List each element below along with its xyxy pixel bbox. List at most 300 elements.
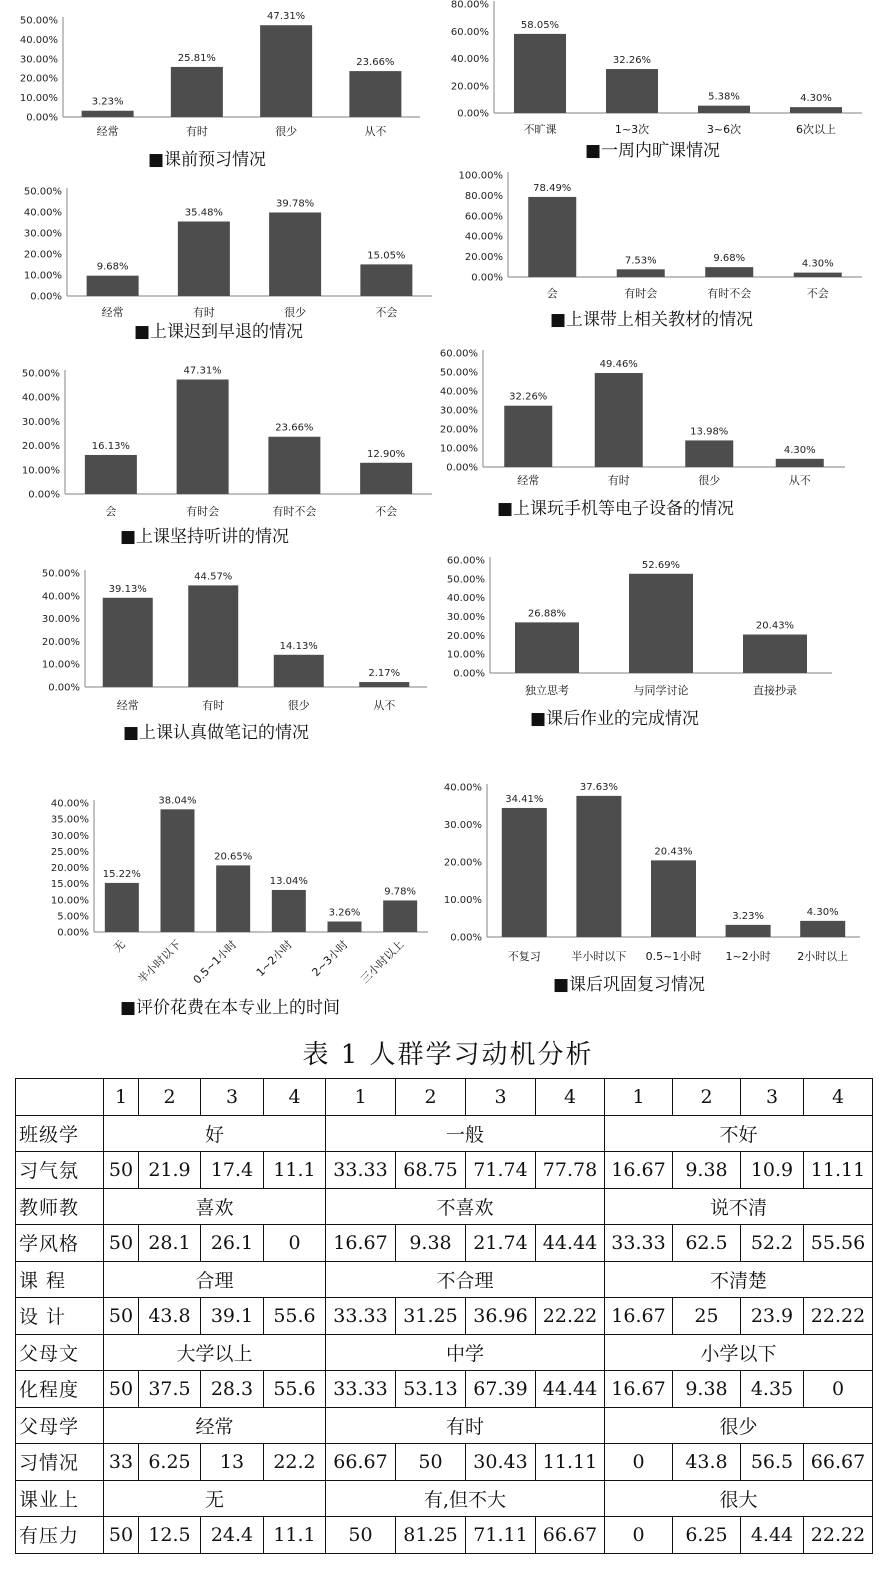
value-cell: 21.9	[139, 1152, 201, 1189]
value-cell: 26.1	[201, 1225, 264, 1262]
y-tick-label: 80.00%	[450, 0, 489, 11]
category-label: 半小时以下	[135, 937, 184, 987]
header-cell: 3	[466, 1079, 536, 1116]
bar	[685, 440, 733, 467]
bar-value-label: 26.88%	[527, 608, 567, 620]
bar-value-label: 13.04%	[269, 875, 308, 887]
bar	[82, 111, 134, 117]
y-tick-label: 40.00%	[50, 798, 89, 810]
table-option-row	[16, 1480, 873, 1517]
bar-value-label: 13.98%	[690, 426, 729, 438]
chart-title: ■一周内旷课情况	[585, 141, 721, 161]
bar-value-label: 37.63%	[579, 781, 618, 793]
value-cell: 6.25	[673, 1517, 741, 1554]
chart-title: ■评价花费在本专业上的时间	[120, 998, 341, 1018]
bar	[216, 865, 250, 932]
y-tick-label: 40.00%	[464, 231, 503, 243]
bar-value-label: 3.23%	[91, 96, 124, 108]
bar	[105, 883, 139, 932]
y-tick-label: 60.00%	[439, 348, 478, 360]
bar-value-label: 25.81%	[177, 52, 216, 64]
y-tick-label: 20.00%	[21, 441, 60, 453]
y-tick-label: 40.00%	[446, 593, 485, 605]
value-cell: 0	[605, 1517, 673, 1554]
header-cell: 3	[201, 1079, 264, 1116]
bar-value-label: 23.66%	[275, 422, 314, 434]
value-cell: 50	[104, 1298, 139, 1335]
bar-value-label: 20.43%	[654, 846, 693, 858]
category-label: 从不	[788, 474, 811, 487]
category-label: 有时	[202, 699, 225, 712]
table-option-row	[16, 1188, 873, 1225]
y-tick-label: 0.00%	[446, 462, 478, 474]
value-cell: 44.44	[536, 1371, 605, 1408]
option-cell: 喜欢	[104, 1188, 326, 1225]
y-tick-label: 0.00%	[30, 291, 62, 303]
category-label: 与同学讨论	[633, 684, 689, 697]
row-label-bottom: 化程度	[16, 1371, 104, 1408]
value-cell: 33.33	[326, 1371, 396, 1408]
y-tick-label: 50.00%	[439, 367, 478, 379]
y-tick-label: 0.00%	[26, 112, 58, 124]
bar	[360, 264, 412, 296]
category-label: 三小时以上	[358, 937, 407, 987]
bar	[360, 463, 412, 494]
y-tick-label: 60.00%	[450, 26, 489, 38]
value-cell: 4.35	[741, 1371, 804, 1408]
bar-value-label: 34.41%	[505, 793, 544, 805]
row-label-top: 课业上	[16, 1480, 104, 1517]
chart-title: ■上课玩手机等电子设备的情况	[497, 499, 735, 519]
category-label: 不旷课	[523, 123, 557, 136]
bar-value-label: 78.49%	[533, 182, 572, 194]
value-cell: 11.1	[264, 1517, 326, 1554]
y-tick-label: 10.00%	[446, 649, 485, 661]
bar	[790, 107, 842, 113]
row-label-bottom: 有压力	[16, 1517, 104, 1554]
header-cell	[16, 1079, 104, 1116]
table-value-row	[16, 1298, 873, 1335]
category-label: 很少	[698, 474, 721, 487]
value-cell: 23.9	[741, 1298, 804, 1335]
category-label: 1~2小时	[253, 937, 295, 980]
y-tick-label: 40.00%	[450, 54, 489, 65]
row-label-bottom: 设 计	[16, 1298, 104, 1335]
value-cell: 50	[104, 1371, 139, 1408]
table-value-row	[16, 1152, 873, 1189]
y-tick-label: 15.00%	[50, 879, 89, 891]
chart-title: ■课后巩固复习情况	[553, 975, 706, 995]
category-label: 半小时以下	[571, 950, 627, 963]
option-cell: 中学	[326, 1334, 605, 1371]
bar-value-label: 2.17%	[368, 668, 401, 680]
y-tick-label: 10.00%	[439, 443, 478, 455]
row-label-bottom: 习情况	[16, 1444, 104, 1481]
value-cell: 33	[104, 1444, 139, 1481]
y-tick-label: 10.00%	[19, 93, 58, 105]
table-option-row	[16, 1407, 873, 1444]
table-option-row	[16, 1334, 873, 1371]
bar	[800, 921, 845, 937]
value-cell: 21.74	[466, 1225, 536, 1262]
option-cell: 大学以上	[104, 1334, 326, 1371]
chart-title: ■课前预习情况	[148, 150, 267, 170]
y-tick-label: 10.00%	[21, 465, 60, 477]
bar	[705, 267, 753, 277]
value-cell: 56.5	[741, 1444, 804, 1481]
bar-value-label: 47.31%	[267, 11, 306, 23]
category-label: 有时	[192, 306, 215, 319]
table-title: 表 1 人群学习动机分析	[302, 1040, 594, 1070]
value-cell: 68.75	[396, 1152, 466, 1189]
y-tick-label: 20.00%	[450, 81, 489, 93]
y-tick-label: 50.00%	[41, 568, 80, 580]
value-cell: 66.67	[326, 1444, 396, 1481]
category-label: 1~3次	[614, 123, 650, 136]
value-cell: 50	[104, 1517, 139, 1554]
y-tick-label: 0.00%	[453, 668, 485, 680]
header-cell: 4	[804, 1079, 873, 1116]
value-cell: 55.56	[804, 1225, 873, 1262]
category-label: 经常	[116, 699, 139, 712]
bar-value-label: 58.05%	[520, 19, 560, 31]
bar-value-label: 44.57%	[194, 571, 233, 583]
bar-value-label: 32.26%	[509, 391, 548, 403]
y-tick-label: 30.00%	[19, 54, 58, 66]
y-tick-label: 10.00%	[443, 895, 482, 906]
table-value-row	[16, 1517, 873, 1554]
category-label: 从不	[364, 125, 387, 138]
option-cell: 有时	[326, 1407, 605, 1444]
value-cell: 10.9	[741, 1152, 804, 1189]
bar	[629, 574, 693, 673]
chart-title: ■上课迟到早退的情况	[134, 322, 304, 342]
value-cell: 16.67	[605, 1298, 673, 1335]
option-cell: 小学以下	[605, 1334, 873, 1371]
option-cell: 不合理	[326, 1261, 605, 1298]
bar	[272, 890, 306, 932]
value-cell: 50	[326, 1517, 396, 1554]
y-tick-label: 40.00%	[19, 34, 58, 46]
bar-value-label: 9.78%	[384, 886, 417, 898]
value-cell: 16.67	[605, 1371, 673, 1408]
bar	[171, 67, 223, 117]
category-label: 经常	[96, 125, 119, 138]
y-tick-label: 30.00%	[21, 416, 60, 428]
value-cell: 11.11	[536, 1444, 605, 1481]
category-label: 经常	[101, 306, 124, 319]
value-cell: 81.25	[396, 1517, 466, 1554]
y-tick-label: 50.00%	[19, 15, 58, 27]
bar	[794, 273, 842, 277]
category-label: 直接抄录	[753, 684, 797, 697]
header-cell: 2	[396, 1079, 466, 1116]
value-cell: 17.4	[201, 1152, 264, 1189]
value-cell: 30.43	[466, 1444, 536, 1481]
bar	[504, 406, 552, 467]
value-cell: 9.38	[673, 1152, 741, 1189]
value-cell: 43.8	[139, 1298, 201, 1335]
value-cell: 33.33	[326, 1298, 396, 1335]
chart-title: ■课后作业的完成情况	[530, 709, 700, 729]
category-label: 很少	[284, 306, 307, 319]
value-cell: 71.74	[466, 1152, 536, 1189]
y-tick-label: 10.00%	[23, 270, 62, 282]
value-cell: 6.25	[139, 1444, 201, 1481]
y-tick-label: 60.00%	[446, 555, 485, 567]
header-cell: 2	[139, 1079, 201, 1116]
value-cell: 16.67	[605, 1152, 673, 1189]
header-cell: 4	[536, 1079, 605, 1116]
header-cell: 2	[673, 1079, 741, 1116]
option-cell: 不好	[605, 1115, 873, 1152]
category-label: 很少	[275, 125, 298, 138]
category-label: 有时不会	[272, 505, 317, 518]
category-label: 经常	[517, 474, 540, 487]
header-cell: 1	[326, 1079, 396, 1116]
bar-value-label: 39.13%	[108, 583, 147, 595]
bar	[87, 276, 139, 296]
bar-value-label: 4.30%	[800, 93, 832, 105]
table-header-row	[16, 1079, 873, 1116]
table-value-row	[16, 1225, 873, 1262]
value-cell: 55.6	[264, 1371, 326, 1408]
y-tick-label: 20.00%	[19, 73, 58, 85]
category-label: 1~2小时	[725, 950, 771, 963]
category-label: 会	[546, 287, 558, 300]
value-cell: 22.22	[804, 1298, 873, 1335]
y-tick-label: 0.00%	[457, 108, 489, 120]
option-cell: 很少	[605, 1407, 873, 1444]
value-cell: 0	[264, 1225, 326, 1262]
bar	[103, 598, 153, 687]
category-label: 0.5~1小时	[645, 950, 702, 963]
row-label-top: 父母文	[16, 1334, 104, 1371]
y-tick-label: 30.00%	[23, 228, 62, 240]
value-cell: 36.96	[466, 1298, 536, 1335]
category-label: 2小时以上	[797, 950, 849, 963]
bar	[383, 900, 417, 932]
category-label: 不会	[375, 306, 398, 319]
y-tick-label: 50.00%	[446, 574, 485, 586]
y-tick-label: 0.00%	[471, 272, 503, 284]
chart-title: ■上课带上相关教材的情况	[550, 310, 754, 330]
value-cell: 9.38	[673, 1371, 741, 1408]
category-label: 不复习	[507, 950, 541, 963]
bar-value-label: 20.43%	[755, 620, 795, 632]
option-cell: 有,但不大	[326, 1480, 605, 1517]
bar	[359, 682, 409, 687]
bar	[260, 25, 312, 117]
y-tick-label: 40.00%	[443, 782, 482, 794]
value-cell: 53.13	[396, 1371, 466, 1408]
chart-title: ■上课认真做笔记的情况	[123, 723, 310, 743]
bar-value-label: 35.48%	[184, 207, 223, 219]
category-label: 有时会	[624, 287, 658, 300]
bar	[328, 921, 362, 932]
bar-value-label: 14.13%	[279, 640, 318, 652]
row-label-bottom: 习气氛	[16, 1152, 104, 1189]
bar-value-label: 20.65%	[214, 851, 253, 863]
bar	[726, 925, 771, 937]
y-tick-label: 30.00%	[439, 405, 478, 417]
y-tick-label: 20.00%	[446, 630, 485, 642]
bar-value-label: 49.46%	[599, 359, 638, 371]
value-cell: 9.38	[396, 1225, 466, 1262]
bar-value-label: 52.69%	[641, 559, 681, 571]
y-tick-label: 0.00%	[28, 489, 60, 501]
bar-value-label: 9.68%	[96, 261, 129, 273]
value-cell: 33.33	[326, 1152, 396, 1189]
value-cell: 24.4	[201, 1517, 264, 1554]
option-cell: 经常	[104, 1407, 326, 1444]
bar-value-label: 39.78%	[276, 198, 315, 210]
header-cell: 1	[605, 1079, 673, 1116]
value-cell: 39.1	[201, 1298, 264, 1335]
table-option-row	[16, 1261, 873, 1298]
y-tick-label: 10.00%	[50, 895, 89, 907]
y-tick-label: 60.00%	[464, 211, 503, 223]
bar	[617, 269, 665, 277]
option-cell: 好	[104, 1115, 326, 1152]
bar	[188, 585, 238, 687]
y-tick-label: 20.00%	[23, 249, 62, 261]
category-label: 会	[105, 505, 117, 518]
y-tick-label: 30.00%	[443, 820, 482, 831]
row-label-top: 父母学	[16, 1407, 104, 1444]
y-tick-label: 30.00%	[50, 830, 89, 842]
header-cell: 4	[264, 1079, 326, 1116]
y-tick-label: 0.00%	[48, 682, 80, 694]
value-cell: 77.78	[536, 1152, 605, 1189]
value-cell: 11.11	[804, 1152, 873, 1189]
bar	[269, 212, 321, 296]
category-label: 有时	[185, 125, 208, 138]
value-cell: 52.2	[741, 1225, 804, 1262]
bar	[606, 69, 658, 113]
bar	[595, 373, 643, 467]
bar	[268, 437, 320, 494]
bar	[161, 809, 195, 932]
y-tick-label: 50.00%	[21, 368, 60, 380]
y-tick-label: 25.00%	[50, 846, 89, 858]
bar	[178, 221, 230, 296]
y-tick-label: 40.00%	[21, 392, 60, 404]
value-cell: 0	[804, 1371, 873, 1408]
value-cell: 11.1	[264, 1152, 326, 1189]
category-label: 有时会	[186, 505, 220, 518]
table-value-row	[16, 1444, 873, 1481]
bar	[502, 808, 547, 937]
y-tick-label: 40.00%	[23, 207, 62, 219]
value-cell: 28.3	[201, 1371, 264, 1408]
bar	[515, 622, 579, 673]
value-cell: 43.8	[673, 1444, 741, 1481]
value-cell: 25	[673, 1298, 741, 1335]
value-cell: 50	[104, 1152, 139, 1189]
y-tick-label: 10.00%	[41, 659, 80, 671]
bar	[514, 34, 566, 113]
value-cell: 12.5	[139, 1517, 201, 1554]
motivation-table	[15, 1078, 873, 1554]
y-tick-label: 0.00%	[450, 932, 482, 944]
header-cell: 3	[741, 1079, 804, 1116]
y-tick-label: 20.00%	[50, 863, 89, 874]
y-tick-label: 40.00%	[41, 591, 80, 603]
y-tick-label: 35.00%	[50, 814, 89, 826]
y-tick-label: 30.00%	[446, 612, 485, 623]
bar-value-label: 23.66%	[356, 57, 395, 69]
category-label: 6次以上	[796, 123, 836, 136]
y-tick-label: 20.00%	[443, 857, 482, 869]
bar-value-label: 4.30%	[801, 258, 834, 270]
bar-value-label: 3.23%	[732, 910, 764, 922]
bar-value-label: 9.68%	[713, 253, 746, 265]
category-label: 3~6次	[706, 123, 742, 136]
value-cell: 22.22	[536, 1298, 605, 1335]
option-cell: 不喜欢	[326, 1188, 605, 1225]
bar	[349, 71, 401, 117]
category-label: 从不	[373, 699, 396, 712]
bar	[743, 635, 807, 673]
header-cell: 1	[104, 1079, 139, 1116]
value-cell: 44.44	[536, 1225, 605, 1262]
value-cell: 16.67	[326, 1225, 396, 1262]
value-cell: 50	[396, 1444, 466, 1481]
bar-value-label: 38.04%	[158, 795, 197, 807]
y-tick-label: 0.00%	[57, 927, 89, 939]
table-value-row	[16, 1371, 873, 1408]
row-label-bottom: 学风格	[16, 1225, 104, 1262]
bar-value-label: 47.31%	[183, 365, 222, 377]
bar-value-label: 4.30%	[806, 906, 839, 918]
bar-value-label: 4.30%	[783, 444, 816, 456]
bar-value-label: 7.53%	[624, 255, 657, 267]
bar-value-label: 3.26%	[328, 907, 361, 919]
category-label: 不会	[806, 287, 829, 300]
value-cell: 37.5	[139, 1371, 201, 1408]
category-label: 不会	[375, 505, 398, 518]
value-cell: 33.33	[605, 1225, 673, 1262]
bar	[576, 796, 621, 937]
bar	[651, 860, 696, 937]
bar	[776, 459, 824, 467]
option-cell: 不清楚	[605, 1261, 873, 1298]
y-tick-label: 20.00%	[464, 252, 503, 264]
value-cell: 22.22	[804, 1517, 873, 1554]
category-label: 无	[110, 937, 128, 955]
bar-value-label: 12.90%	[367, 448, 406, 460]
bar-value-label: 32.26%	[612, 55, 652, 67]
value-cell: 4.44	[741, 1517, 804, 1554]
bar-value-label: 15.05%	[367, 250, 406, 262]
bar	[698, 106, 750, 113]
category-label: 有时不会	[707, 287, 752, 300]
y-tick-label: 40.00%	[439, 386, 478, 398]
y-tick-label: 30.00%	[41, 614, 80, 626]
bar	[274, 655, 324, 687]
y-tick-label: 5.00%	[57, 911, 89, 923]
option-cell: 一般	[326, 1115, 605, 1152]
category-label: 有时	[607, 474, 630, 487]
value-cell: 62.5	[673, 1225, 741, 1262]
value-cell: 66.67	[536, 1517, 605, 1554]
y-tick-label: 20.00%	[439, 424, 478, 436]
option-cell: 很大	[605, 1480, 873, 1517]
bar-value-label: 15.22%	[102, 868, 141, 880]
value-cell: 22.2	[264, 1444, 326, 1481]
value-cell: 50	[104, 1225, 139, 1262]
